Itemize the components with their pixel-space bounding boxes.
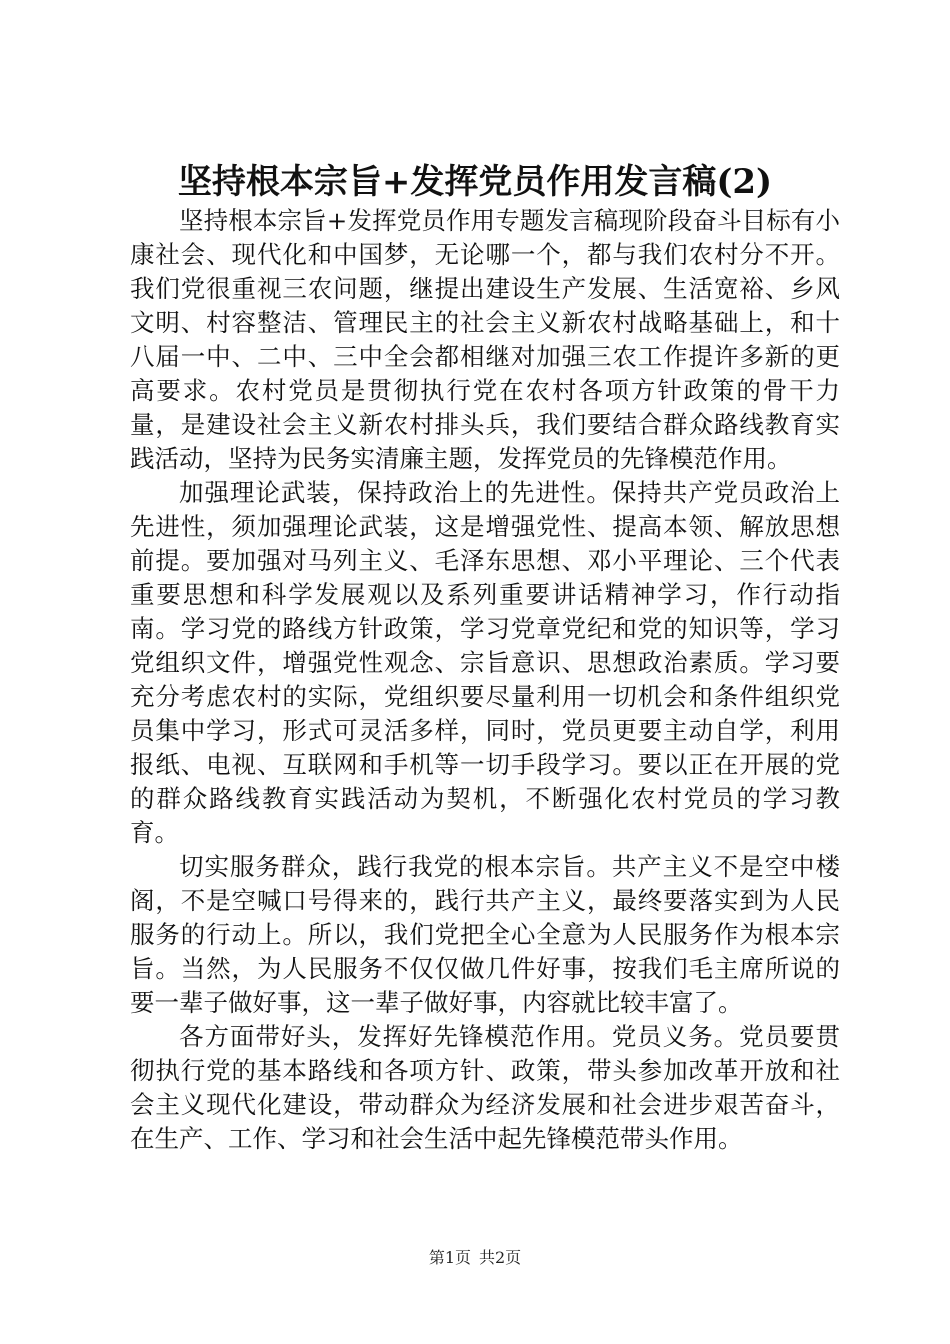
document-body [130,204,840,1156]
page-footer [0,1247,950,1269]
page-number-total: 共2页 [479,1248,522,1267]
paragraph-4: 各方面带好头，发挥好先锋模范作用。党员义务。党员要贯彻执行党的基本路线和各项方针、政策，带头参加改革开放和社会主义现代化建设，带动群众为经济发展和社会进步艰苦奋斗，在生产、工作、学习和社会生活中起先锋模范带头作用。 [130,1022,840,1153]
paragraph-1: 坚持根本宗旨+发挥党员作用专题发言稿现阶段奋斗目标有小康社会、现代化和中国梦，无论哪一个，都与我们农村分不开。我们党很重视三农问题，继提出建设生产发展、生活宽裕、乡风文明、村容整洁、管理民主的社会主义新农村战略基础上，和十八届一中、二中、三中全会都相继对加强三农工作提许多新的更高要求。农村党员是贯彻执行党在农村各项方针政策的骨干力量，是建设社会主义新农村排头兵，我们要结合群众路线教育实践活动，坚持为民务实清廉主题，发挥党员的先锋模范作用。 [130,206,840,473]
page-number-current: 第1页 [428,1248,471,1267]
paragraph-3: 切实服务群众，践行我党的根本宗旨。共产主义不是空中楼阁，不是空喊口号得来的，践行共产主义，最终要落实到为人民服务的行动上。所以，我们党把全心全意为人民服务作为根本宗旨。当然，为人民服务不仅仅做几件好事，按我们毛主席所说的要一辈子做好事，这一辈子做好事，内容就比较丰富了。 [130,852,840,1017]
paragraph-2: 加强理论武装，保持政治上的先进性。保持共产党员政治上先进性，须加强理论武装，这是增强党性、提高本领、解放思想前提。要加强对马列主义、毛泽东思想、邓小平理论、三个代表重要思想和科学发展观以及系列重要讲话精神学习，作行动指南。学习党的路线方针政策，学习党章党纪和党的知识等，学习党组织文件，增强党性观念、宗旨意识、思想政治素质。学习要充分考虑农村的实际，党组织要尽量利用一切机会和条件组织党员集中学习，形式可灵活多样，同时，党员更要主动自学，利用报纸、电视、互联网和手机等一切手段学习。要以正在开展的党的群众路线教育实践活动为契机，不断强化农村党员的学习教育。 [130,478,840,847]
document-title: 坚持根本宗旨+发挥党员作用发言稿(2) [177,162,773,202]
